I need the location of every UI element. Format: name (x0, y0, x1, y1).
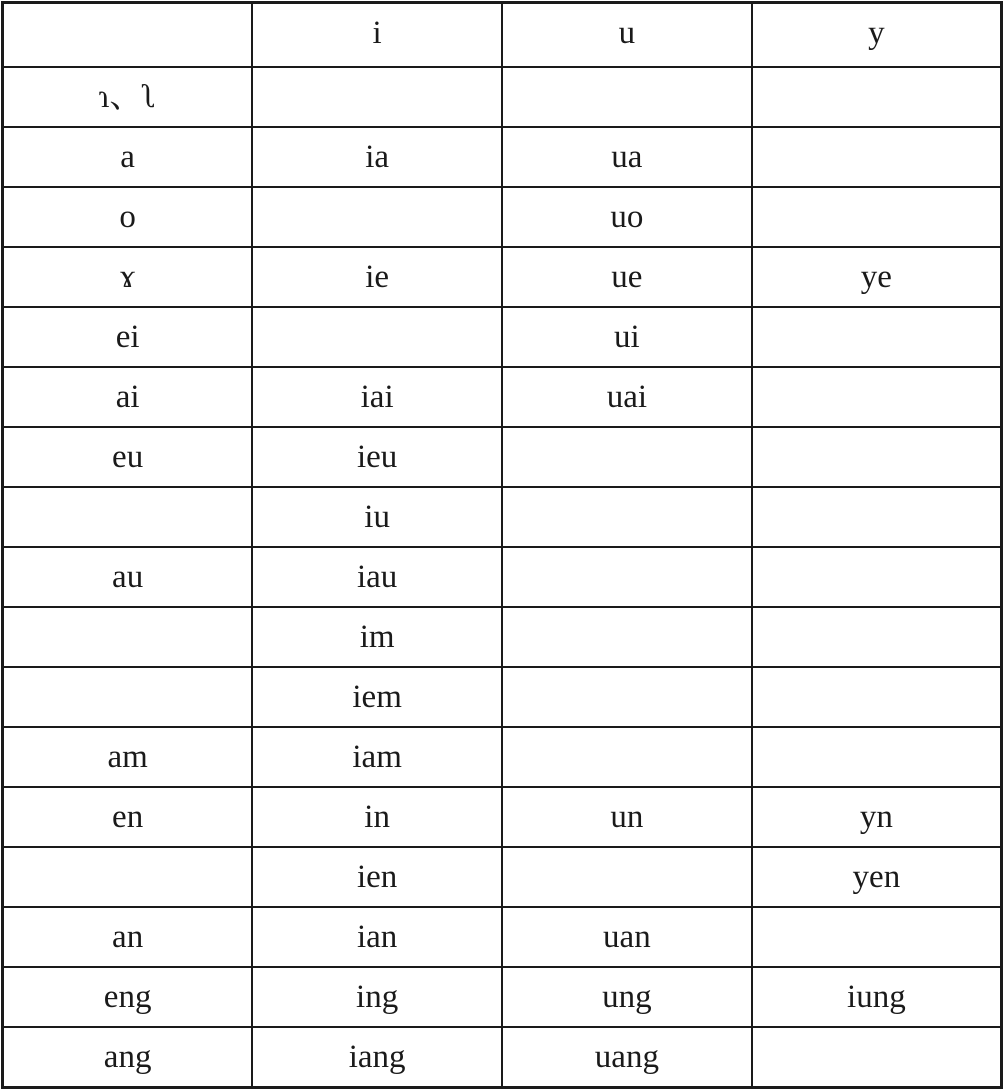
table-cell-base: au (3, 547, 253, 607)
table-row (3, 187, 1002, 247)
table-cell-u: ui (502, 307, 752, 367)
table-row (3, 967, 1002, 1027)
header-cell-corner (3, 3, 253, 68)
table-cell-base: ɿ、ʅ (3, 67, 253, 127)
table-cell-y (752, 427, 1002, 487)
table-cell-y (752, 367, 1002, 427)
table-cell-i: ien (252, 847, 502, 907)
table-cell-base: eng (3, 967, 253, 1027)
table-cell-y (752, 67, 1002, 127)
table-row (3, 307, 1002, 367)
table-cell-u (502, 847, 752, 907)
table-row (3, 367, 1002, 427)
table-row (3, 787, 1002, 847)
table-cell-u: uang (502, 1027, 752, 1088)
table-cell-u: uo (502, 187, 752, 247)
table-row (3, 667, 1002, 727)
table-cell-base (3, 667, 253, 727)
table-cell-y (752, 1027, 1002, 1088)
table-cell-y: iung (752, 967, 1002, 1027)
table-cell-y: ye (752, 247, 1002, 307)
table-cell-y (752, 667, 1002, 727)
header-cell-u: u (502, 3, 752, 68)
table-row (3, 547, 1002, 607)
table-cell-y (752, 487, 1002, 547)
table-cell-base: am (3, 727, 253, 787)
header-cell-i: i (252, 3, 502, 68)
table-row (3, 427, 1002, 487)
table-cell-base: en (3, 787, 253, 847)
table-cell-i (252, 187, 502, 247)
finals-table-body (3, 3, 1002, 1088)
table-row (3, 727, 1002, 787)
table-cell-i: im (252, 607, 502, 667)
table-cell-u (502, 67, 752, 127)
table-cell-u: uan (502, 907, 752, 967)
table-cell-y (752, 727, 1002, 787)
table-cell-u (502, 487, 752, 547)
table-cell-y (752, 547, 1002, 607)
table-cell-u: ue (502, 247, 752, 307)
finals-table (1, 1, 1003, 1089)
table-cell-u (502, 607, 752, 667)
table-cell-i: ia (252, 127, 502, 187)
table-cell-i: ing (252, 967, 502, 1027)
table-cell-u: uai (502, 367, 752, 427)
table-cell-i: iam (252, 727, 502, 787)
table-cell-u (502, 727, 752, 787)
table-cell-base: ɤ (3, 247, 253, 307)
table-cell-i: iu (252, 487, 502, 547)
table-row (3, 847, 1002, 907)
table-row (3, 247, 1002, 307)
table-cell-u (502, 667, 752, 727)
table-cell-base (3, 487, 253, 547)
table-cell-y (752, 307, 1002, 367)
table-cell-base: ei (3, 307, 253, 367)
table-cell-base: an (3, 907, 253, 967)
table-cell-i: in (252, 787, 502, 847)
table-cell-y (752, 607, 1002, 667)
table-cell-base: ai (3, 367, 253, 427)
table-cell-u: ung (502, 967, 752, 1027)
table-row (3, 487, 1002, 547)
table-cell-i: ie (252, 247, 502, 307)
table-cell-i: iang (252, 1027, 502, 1088)
table-cell-i: iem (252, 667, 502, 727)
table-cell-i (252, 67, 502, 127)
table-row (3, 607, 1002, 667)
table-cell-u: ua (502, 127, 752, 187)
table-cell-base: ang (3, 1027, 253, 1088)
table-cell-u (502, 547, 752, 607)
table-cell-u: un (502, 787, 752, 847)
table-row (3, 907, 1002, 967)
table-cell-base (3, 607, 253, 667)
table-cell-y (752, 127, 1002, 187)
table-cell-i: iai (252, 367, 502, 427)
table-cell-i: iau (252, 547, 502, 607)
table-cell-i: ieu (252, 427, 502, 487)
table-cell-i: ian (252, 907, 502, 967)
table-cell-base: o (3, 187, 253, 247)
table-row (3, 1027, 1002, 1088)
table-row (3, 127, 1002, 187)
table-cell-base (3, 847, 253, 907)
table-cell-y (752, 187, 1002, 247)
table-cell-y (752, 907, 1002, 967)
header-row (3, 3, 1002, 68)
table-cell-u (502, 427, 752, 487)
table-cell-base: a (3, 127, 253, 187)
table-cell-y: yn (752, 787, 1002, 847)
table-cell-base: eu (3, 427, 253, 487)
table-row (3, 67, 1002, 127)
table-cell-y: yen (752, 847, 1002, 907)
table-cell-i (252, 307, 502, 367)
header-cell-y: y (752, 3, 1002, 68)
